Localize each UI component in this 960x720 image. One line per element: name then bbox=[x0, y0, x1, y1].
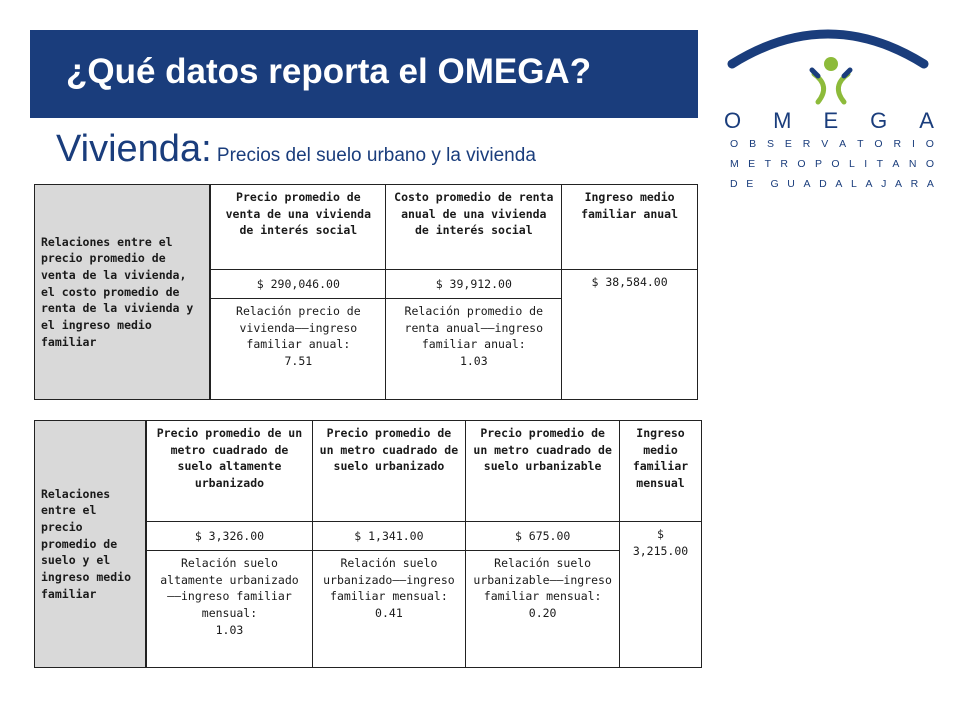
subtitle-main: Vivienda: bbox=[56, 128, 212, 170]
table-row bbox=[35, 421, 702, 522]
logo-figure-icon bbox=[718, 18, 938, 118]
header-cell: Costo promedio de renta anual de una vivienda de interés social bbox=[386, 185, 562, 270]
value-cell: $ 38,584.00 bbox=[562, 270, 698, 400]
header-cell: Precio promedio de un metro cuadrado de suelo altamente urbanizado bbox=[146, 421, 312, 522]
ratio-cell: Relación suelo urbanizado——ingreso familiar mensual: 0.41 bbox=[312, 551, 466, 668]
land-price-table bbox=[34, 420, 702, 668]
table-row bbox=[35, 185, 698, 270]
logo-head bbox=[824, 57, 838, 71]
ratio-cell: Relación precio de vivienda——ingreso familiar anual: 7.51 bbox=[210, 299, 386, 400]
value-cell: $ 1,341.00 bbox=[312, 522, 466, 551]
ratio-cell: Relación promedio de renta anual——ingreso familiar anual: 1.03 bbox=[386, 299, 562, 400]
omega-logo bbox=[718, 18, 938, 194]
header-cell: Precio promedio de un metro cuadrado de suelo urbanizable bbox=[466, 421, 620, 522]
row-header-cell: Relaciones entre el precio promedio de venta de la vivienda, el costo promedio de renta de la vivienda y el ingreso medio familiar bbox=[35, 185, 211, 400]
value-cell: $ 39,912.00 bbox=[386, 270, 562, 299]
subtitle-sub: Precios del suelo urbano y la vivienda bbox=[211, 145, 536, 166]
page-title: ¿Qué datos reporta el OMEGA? bbox=[66, 52, 592, 91]
header-cell: Precio promedio de un metro cuadrado de suelo urbanizado bbox=[312, 421, 466, 522]
housing-price-table bbox=[34, 184, 698, 400]
ratio-cell: Relación suelo urbanizable——ingreso familiar mensual: 0.20 bbox=[466, 551, 620, 668]
value-cell: $ 290,046.00 bbox=[210, 270, 386, 299]
value-cell: $ 3,326.00 bbox=[146, 522, 312, 551]
value-cell: $ 3,215.00 bbox=[620, 522, 702, 668]
header-cell: Precio promedio de venta de una vivienda de interés social bbox=[210, 185, 386, 270]
ratio-cell: Relación suelo altamente urbanizado——ingreso familiar mensual: 1.03 bbox=[146, 551, 312, 668]
value-cell: $ 675.00 bbox=[466, 522, 620, 551]
row-header-cell: Relaciones entre el precio promedio de suelo y el ingreso medio familiar bbox=[35, 421, 147, 668]
logo-omega-word: O M E G A bbox=[724, 108, 934, 133]
title-banner bbox=[30, 30, 698, 118]
section-subtitle bbox=[56, 128, 536, 171]
logo-line-observatorio: O B S E R V A T O R I O bbox=[730, 138, 934, 150]
header-cell: Ingreso medio familiar mensual bbox=[620, 421, 702, 522]
logo-line-metropolitano: M E T R O P O L I T A N O bbox=[730, 158, 934, 170]
header-cell: Ingreso medio familiar anual bbox=[562, 185, 698, 270]
logo-line-guadalajara: D E G U A D A L A J A R A bbox=[730, 178, 934, 190]
